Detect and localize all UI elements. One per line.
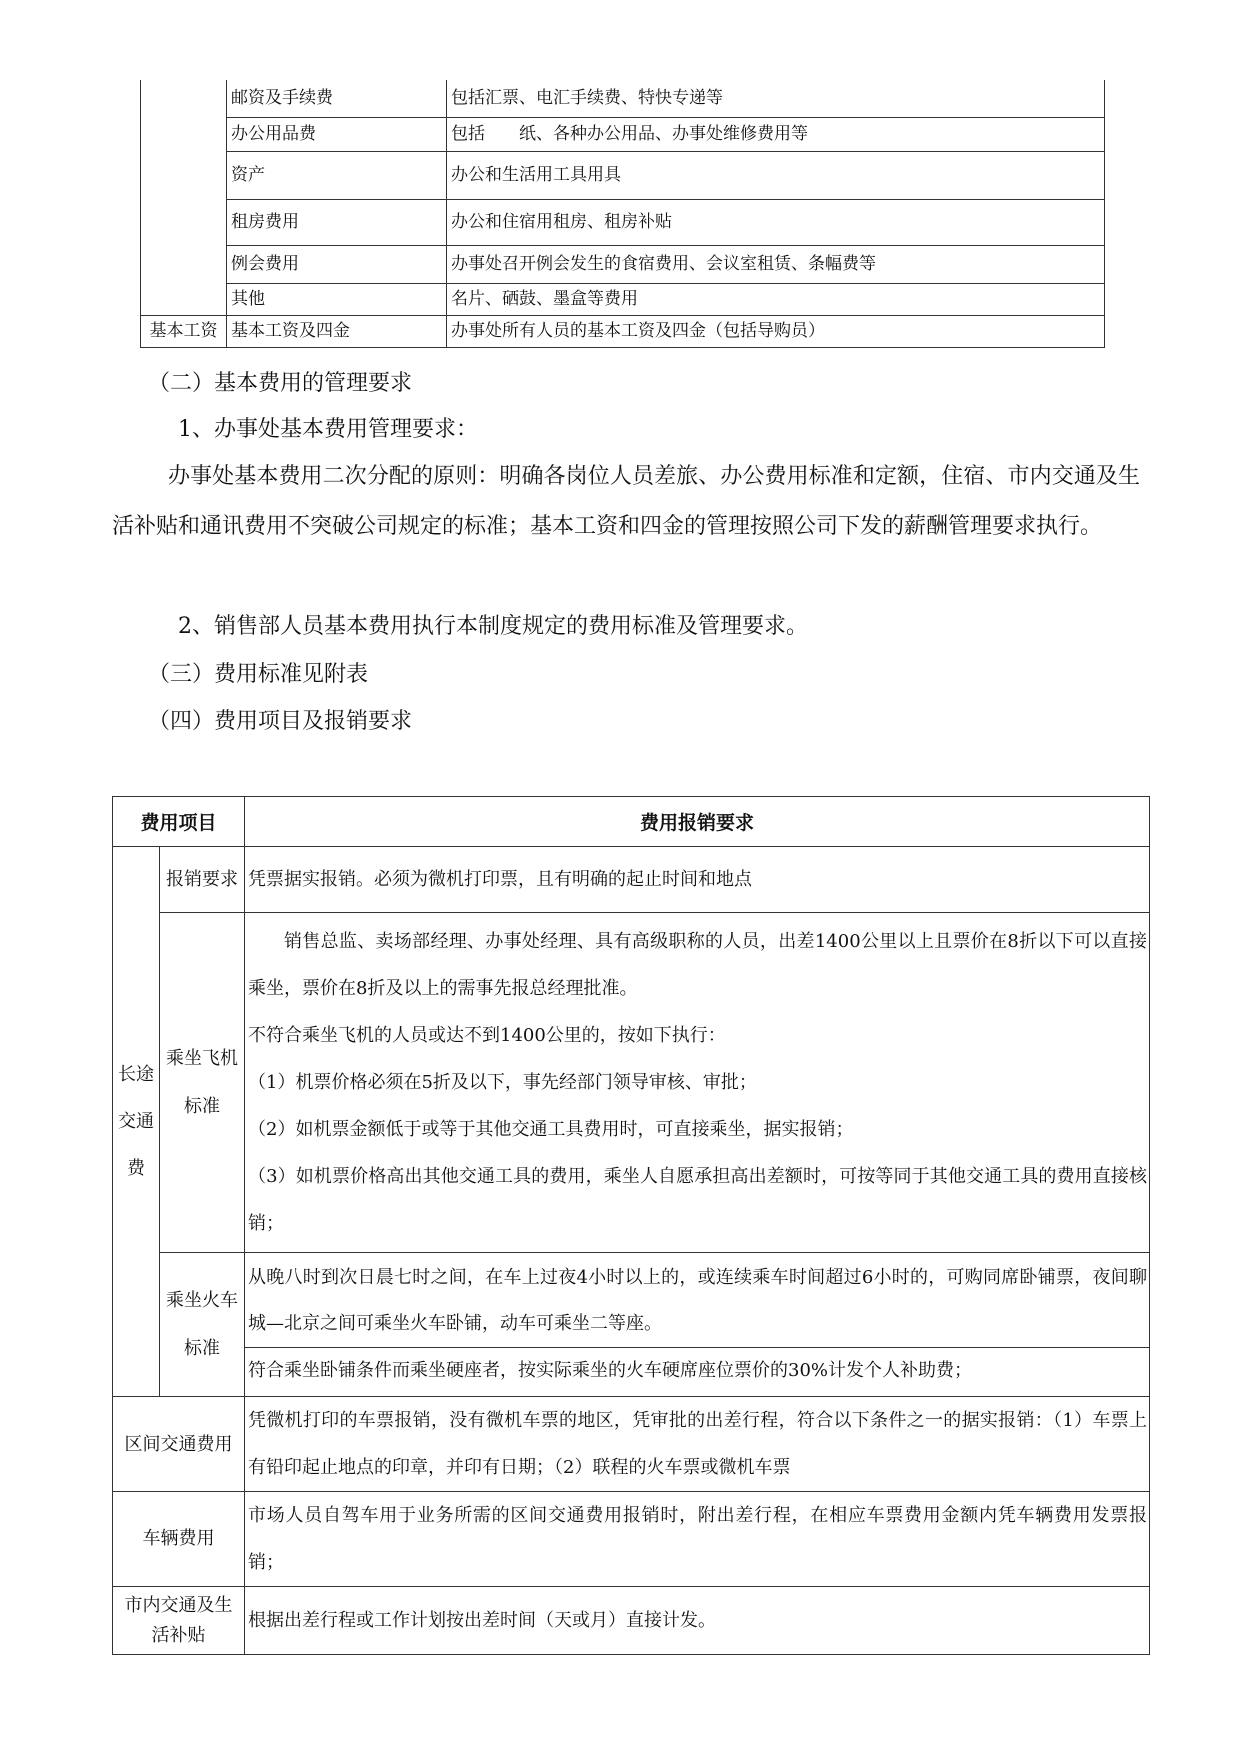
table-row — [141, 245, 1105, 283]
category-long-distance: 长途交通费 — [113, 847, 160, 1397]
text-vehicle: 市场人员自驾车用于业务所需的区间交通费用报销时，附出差行程，在相应车票费用金额内凭车辆费用发票报销； — [245, 1492, 1150, 1587]
label-air: 乘坐飞机标准 — [160, 913, 245, 1253]
item-cell: 租房费用 — [227, 199, 447, 245]
item-cell: 例会费用 — [227, 245, 447, 283]
train-p2: 符合乘坐卧铺条件而乘坐硬座者，按实际乘坐的火车硬席座位票价的30%计发个人补助费； — [245, 1347, 1149, 1394]
table-row — [141, 151, 1105, 199]
table-row — [113, 913, 1150, 1253]
section-heading-2: （二）基本费用的管理要求 — [148, 371, 413, 396]
item-cell: 其他 — [227, 283, 447, 315]
basic-expense-table — [140, 80, 1105, 348]
table-row — [113, 847, 1150, 913]
desc-cell: 名片、硒鼓、墨盒等费用 — [447, 283, 1105, 315]
desc-cell: 包括 纸、各种办公用品、办事处维修费用等 — [447, 117, 1105, 151]
label-train: 乘坐火车标准 — [160, 1253, 245, 1397]
rules-paragraph: 办事处基本费用二次分配的原则：明确各岗位人员差旅、办公费用标准和定额，住宿、市内交通及生活补贴和通讯费用不突破公司规定的标准；基本工资和四金的管理按照公司下发的薪酬管理要求执行。 — [112, 464, 1140, 539]
desc-cell: 办公和生活用工具用具 — [447, 151, 1105, 199]
table-row — [113, 1253, 1150, 1397]
desc-cell: 办事处召开例会发生的食宿费用、会议室租赁、条幅费等 — [447, 245, 1105, 283]
section-heading-3: （三）费用标准见附表 — [148, 662, 369, 687]
table-row — [113, 1492, 1150, 1587]
label-interval: 区间交通费用 — [113, 1397, 245, 1492]
table-row — [141, 117, 1105, 151]
desc-cell: 办事处所有人员的基本工资及四金（包括导购员） — [447, 315, 1105, 347]
header-item: 费用项目 — [113, 797, 245, 847]
air-p1: 销售总监、卖场部经理、办事处经理、具有高级职称的人员，出差1400公里以上且票价在8折以下可以直接乘坐，票价在8折及以上的需事先报总经理批准。 — [248, 931, 1147, 999]
category-cell-empty — [141, 80, 227, 315]
item-cell: 基本工资及四金 — [227, 315, 447, 347]
text-train — [245, 1253, 1150, 1397]
text-reimburse: 凭票据实报销。必须为微机打印票，且有明确的起止时间和地点 — [245, 847, 1150, 913]
header-requirement: 费用报销要求 — [245, 797, 1150, 847]
desc-cell: 包括汇票、电汇手续费、特快专递等 — [447, 80, 1105, 117]
train-p1: 从晚八时到次日晨七时之间，在车上过夜4小时以上的，或连续乘车时间超过6小时的，可购同席卧铺票，夜间聊城—北京之间可乘坐火车卧铺，动车可乘坐二等座。 — [248, 1267, 1147, 1334]
item-cell: 资产 — [227, 151, 447, 199]
text-city: 根据出差行程或工作计划按出差时间（天或月）直接计发。 — [245, 1587, 1150, 1655]
table-header-row — [113, 797, 1150, 847]
reimbursement-table — [112, 796, 1150, 1655]
category-cell: 基本工资 — [141, 315, 227, 347]
list-item-2: 2、销售部人员基本费用执行本制度规定的费用标准及管理要求。 — [178, 614, 808, 639]
air-p4: （2）如机票金额低于或等于其他交通工具费用时，可直接乘坐，据实报销； — [248, 1119, 854, 1140]
desc-cell: 办公和住宿用租房、租房补贴 — [447, 199, 1105, 245]
label-city: 市内交通及生活补贴 — [113, 1587, 245, 1655]
table-row — [141, 283, 1105, 315]
text-interval: 凭微机打印的车票报销，没有微机车票的地区，凭审批的出差行程，符合以下条件之一的据实报销：（1）车票上有铅印起止地点的印章，并印有日期；（2）联程的火车票或微机车票 — [245, 1397, 1150, 1492]
table-row — [141, 199, 1105, 245]
text-air — [245, 913, 1150, 1253]
section-heading-4: （四）费用项目及报销要求 — [148, 709, 413, 734]
item-cell: 办公用品费 — [227, 117, 447, 151]
table-row — [113, 1587, 1150, 1655]
air-p3: （1）机票价格必须在5折及以下，事先经部门领导审核、审批； — [248, 1072, 757, 1093]
label-reimburse: 报销要求 — [160, 847, 245, 913]
list-item-1: 1、办事处基本费用管理要求： — [178, 417, 478, 442]
table-row — [141, 315, 1105, 347]
label-vehicle: 车辆费用 — [113, 1492, 245, 1587]
air-p5: （3）如机票价格高出其他交通工具的费用，乘坐人自愿承担高出差额时，可按等同于其他交通工具的费用直接核销； — [248, 1166, 1147, 1234]
table-row — [141, 80, 1105, 117]
table-row — [113, 1397, 1150, 1492]
item-cell: 邮资及手续费 — [227, 80, 447, 117]
air-p2: 不符合乘坐飞机的人员或达不到1400公里的，按如下执行： — [248, 1025, 726, 1046]
